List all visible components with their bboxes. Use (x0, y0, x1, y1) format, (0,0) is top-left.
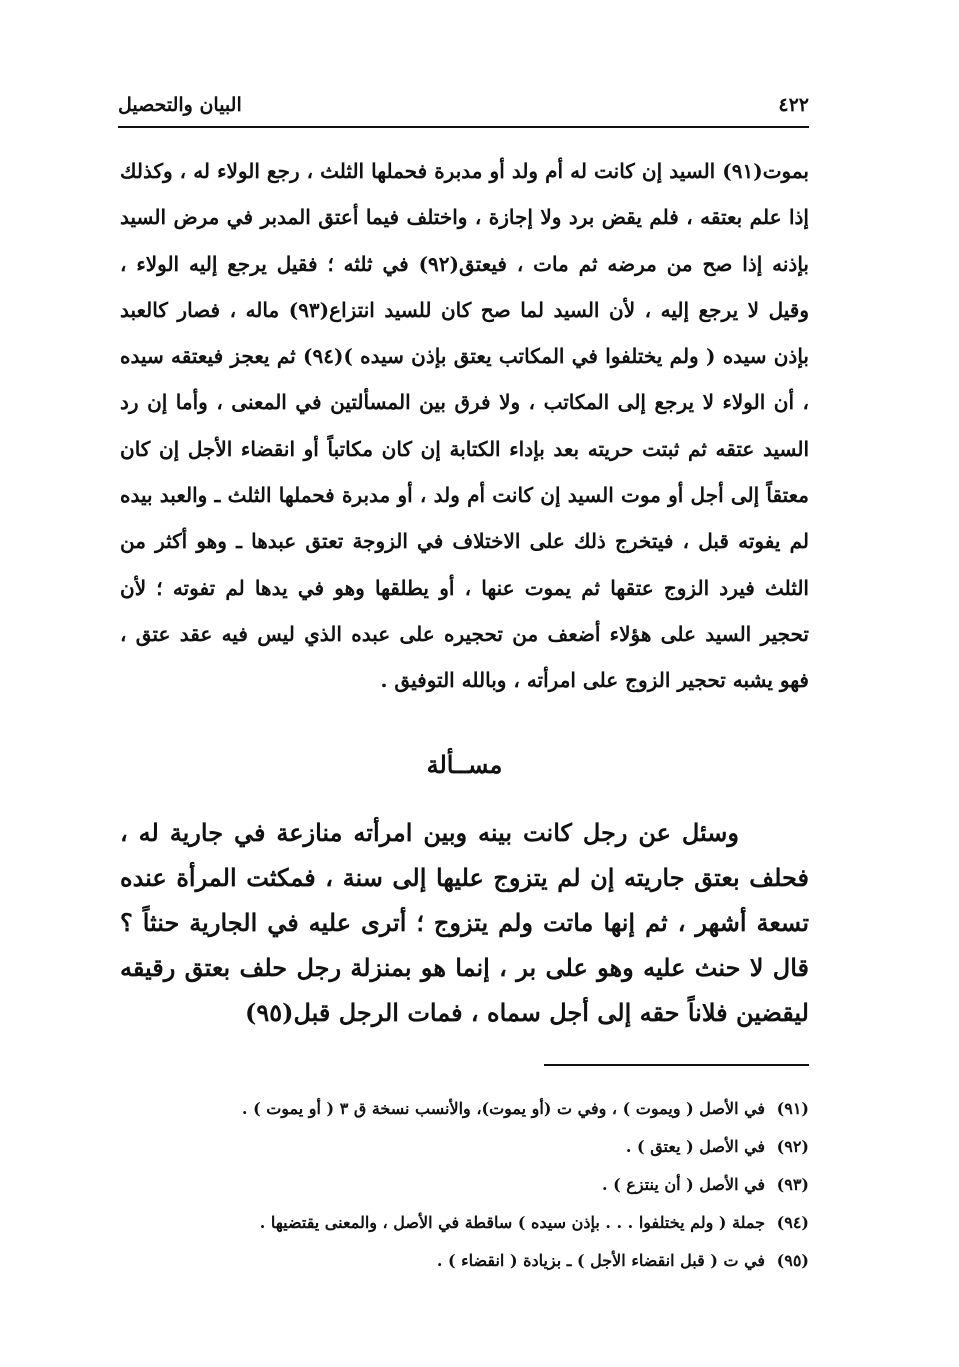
footnote-text: في الأصل ( أن ينتزع ) . (602, 1175, 766, 1194)
footnote-divider (544, 1064, 809, 1066)
footnote-95 (120, 1242, 809, 1280)
body-paragraph: بموت(٩١) السيد إن كانت له أم ولد أو مدبرة فحملها الثلث ، رجع الولاء له ، وكذلك إذا علم بعتقه ، فلم يقض برد ولا إجازة ، واختلف فيما أعتق المدبر في مرض السيد بإذنه إذا صح من مرضه ثم مات ، فيعتق(٩٢) في ثلثه ؛ فقيل يرجع إليه الولاء ، وقيل لا يرجع إليه ، لأن السيد لما صح كان للسيد انتزاع(٩٣) ماله ، فصار كالعبد بإذن سيده ( ولم يختلفوا في المكاتب يعتق بإذن سيده )(٩٤) ثم يعجز فيعتقه سيده ، أن الولاء لا يرجع إلى المكاتب ، ولا فرق بين المسألتين في المعنى ، وأما إن رد السيد عتقه ثم ثبتت حريته بعد بإداء الكتابة إن كان مكاتباً أو انقضاء الأجل إن كان معتقاً إلى أجل أو موت السيد إن كانت أم ولد ، أو مدبرة فحملها الثلث ـ والعبد بيده لم يفوته قبل ، فيتخرج ذلك على الاختلاف في الزوجة تعتق عبدها ـ وهو أكثر من الثلث فيرد الزوج عتقها ثم يموت عنها ، أو يطلقها وهو في يدها لم تفوته ؛ لأن تحجير السيد على هؤلاء أضعف من تحجيره على عبده الذي ليس فيه عقد عتق ، فهو يشبه تحجير الزوج على امرأته ، وبالله التوفيق . (120, 159, 810, 693)
question-text (120, 810, 809, 1035)
section-title: مســألة (426, 750, 503, 779)
footnote-text: في ت ( قبل انقضاء الأجل ) ـ بزيادة ( انقضاء ) . (436, 1251, 766, 1270)
book-title: البيان والتحصيل (118, 94, 242, 116)
footnote-number: (٩٣) (776, 1175, 809, 1194)
page-number: ٤٢٢ (778, 94, 809, 116)
footnote-text: في الأصل ( يعتق ) . (625, 1137, 766, 1156)
question-paragraph: وسئل عن رجل كانت بينه وبين امرأته منازعة في جارية له ، فحلف بعتق جاريته إن لم يتزوج عليها إلى سنة ، فمكثت المرأة عنده تسعة أشهر ، ثم إنها ماتت ولم يتزوج ؛ أترى عليه في الجارية حنثاً ؟ قال لا حنث عليه وهو على بر ، إنما هو بمنزلة رجل حلف بعتق رقيقه ليقضين فلاناً حقه إلى أجل سماه ، فمات الرجل قبل(٩٥) (120, 818, 809, 1027)
footnote-93 (120, 1166, 809, 1204)
footnote-94 (120, 1204, 809, 1242)
main-text (120, 148, 809, 704)
footnote-92 (120, 1128, 809, 1166)
footnote-number: (٩٥) (776, 1251, 809, 1270)
footnote-text: جملة ( ولم يختلفوا . . . بإذن سيده ) ساقطة في الأصل ، والمعنى يقتضيها . (259, 1213, 766, 1232)
footnote-number: (٩١) (776, 1099, 809, 1118)
footnote-text: في الأصل ( ويموت ) ، وفي ت (أو يموت)، والأنسب نسخة ق ٣ ( أو يموت ) . (241, 1099, 766, 1118)
page-header (118, 88, 809, 122)
footnote-91 (120, 1090, 809, 1128)
footnote-number: (٩٤) (776, 1213, 809, 1232)
header-divider (118, 126, 809, 128)
footnotes (120, 1090, 809, 1280)
footnote-number: (٩٢) (776, 1137, 809, 1156)
